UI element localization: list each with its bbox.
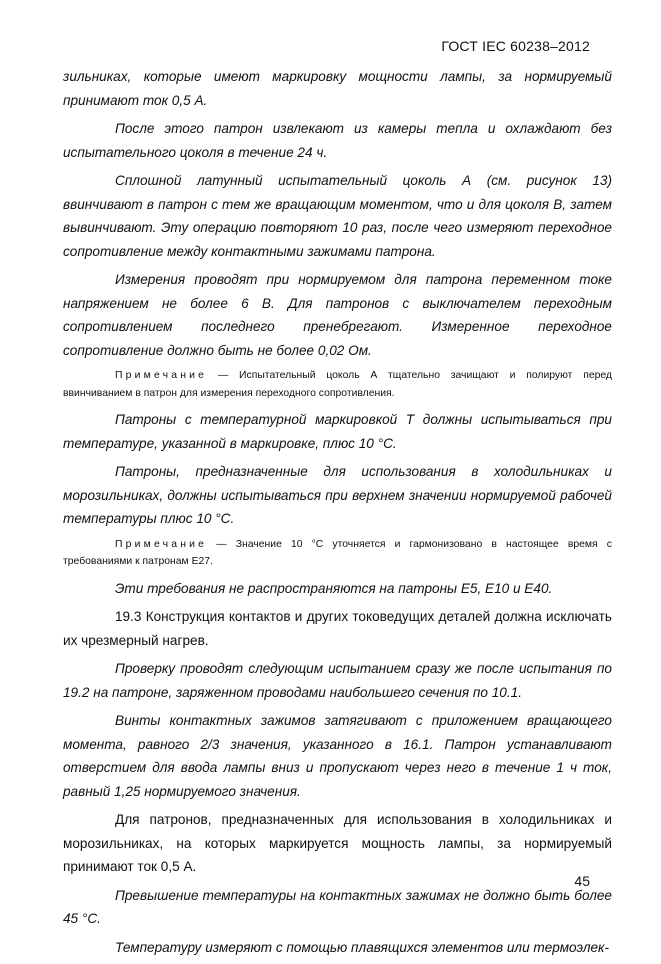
italic-paragraph: Проверку проводят следующим испытанием сразу же после испытания по 19.2 на патроне, заряженном проводами наибольшего сечения по 10.1. <box>63 661 612 700</box>
italic-paragraph: Винты контактных зажимов затягивают с приложением вращающего момента, равного 2/3 значения, указанного в 16.1. Патрон устанавливают отверстием для ввода лампы вниз и пропускают через него в течение 1 ч ток, равный 1,25 нормируемого значения. <box>63 713 612 799</box>
italic-paragraph: Измерения проводят при нормируемом для патрона переменном токе напряжением не более 6 В. Для патронов с выключателем переходным сопротивлением последнего пренебрегают. Измеренное переходное сопротивление должно быть не более 0,02 Ом. <box>63 272 612 358</box>
italic-paragraph: Патроны с температурной маркировкой Т должны испытываться при температуре, указанной в маркировке, плюс 10 °С. <box>63 412 612 451</box>
italic-paragraph: зильниках, которые имеют маркировку мощности лампы, за нормируемый принимают ток 0,5 А. <box>63 69 612 108</box>
note-label: Примечание <box>115 538 208 550</box>
note-text: — Испытательный цоколь А тщательно зачищают и полируют перед ввинчиванием в патрон для измерения переходного сопротивления. <box>63 370 612 399</box>
body-paragraph: Для патронов, предназначенных для использования в холодильниках и морозильниках, на которых маркируется мощность лампы, за нормируемый принимают ток 0,5 А. <box>63 812 612 874</box>
page-number: 45 <box>574 873 590 889</box>
italic-paragraph: Превышение температуры на контактных зажимах не должно быть более 45 °С. <box>63 887 612 926</box>
note-paragraph <box>63 536 612 571</box>
body-paragraph: 19.3 Конструкция контактов и других токоведущих деталей должна исключать их чрезмерный нагрев. <box>63 609 612 648</box>
italic-paragraph: Патроны, предназначенные для использования в холодильниках и морозильниках, должны испытываться при верхнем значении нормируемой рабочей температуры плюс 10 °С. <box>63 464 612 526</box>
italic-paragraph: После этого патрон извлекают из камеры тепла и охлаждают без испытательного цоколя в течение 24 ч. <box>63 121 612 160</box>
italic-paragraph: Температуру измеряют с помощью плавящихся элементов или термоэлек- <box>115 939 609 955</box>
document-header: ГОСТ IEC 60238–2012 <box>441 38 590 54</box>
note-label: Примечание <box>115 370 208 381</box>
italic-paragraph: Эти требования не распространяются на патроны Е5, Е10 и Е40. <box>115 580 553 596</box>
note-paragraph <box>63 367 612 402</box>
document-body <box>63 65 612 964</box>
note-text: — Значение 10 °С уточняется и гармонизовано в настоящее время с требованиями к патронам Е27. <box>63 538 612 567</box>
italic-paragraph: Сплошной латунный испытательный цоколь А (см. рисунок 13) ввинчивают в патрон с тем же вращающим моментом, что и для цоколя В, затем вывинчивают. Эту операцию повторяют 10 раз, после чего измеряют переходное сопротивление между контактными зажимами патрона. <box>63 173 612 259</box>
